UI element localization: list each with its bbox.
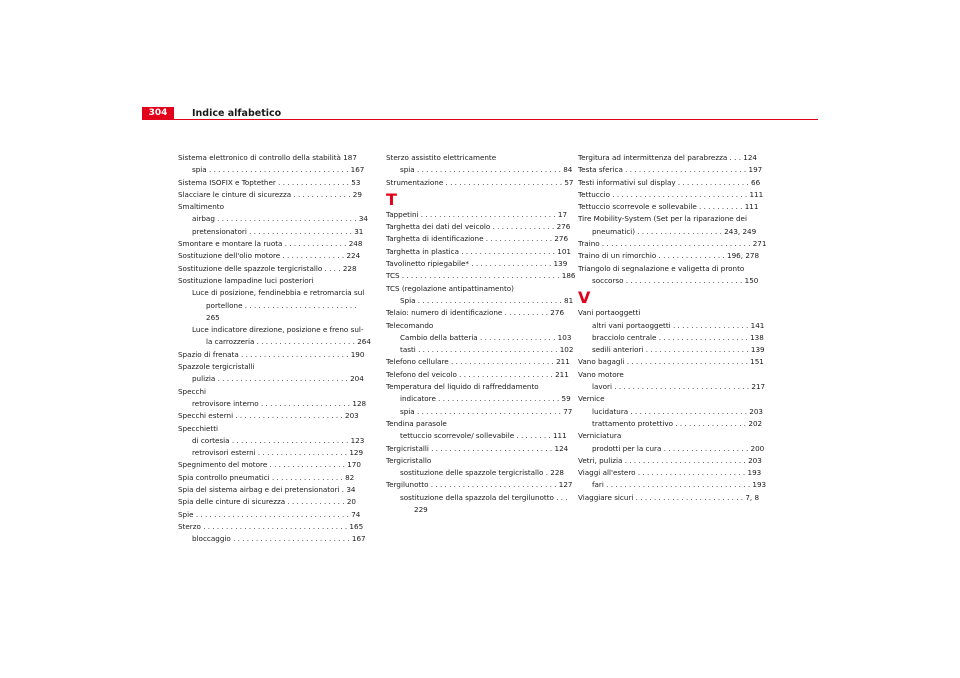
- index-entry: [178, 177, 372, 189]
- index-entry-line: Triangolo di segnalazione e valigetta di pronto: [578, 263, 745, 273]
- index-entry-line: Strumentazione . . . . . . . . . . . . . . . . . . . . . . . . . . 57: [386, 177, 574, 187]
- index-entry-line: tettuccio scorrevole/ sollevabile . . . . . . . . 111: [400, 431, 567, 441]
- index-entry: [578, 393, 772, 405]
- index-entry: [386, 455, 580, 467]
- index-entry-line: Viaggi all'estero . . . . . . . . . . . . . . . . . . . . . . . . 193: [578, 468, 762, 478]
- index-entry-line: Spazio di frenata . . . . . . . . . . . . . . . . . . . . . . . . 190: [178, 349, 365, 359]
- index-entry: [178, 250, 372, 262]
- index-entry-line: Slacciare le cinture di sicurezza . . . . . . . . . . . . . 29: [178, 189, 362, 199]
- index-entry-line: Smaltimento: [178, 202, 224, 212]
- index-entry-line: Sostituzione delle spazzole tergicristallo . . . . 228: [178, 263, 357, 273]
- index-entry: [178, 459, 372, 471]
- index-entry-line: Tergicristallo: [386, 455, 432, 465]
- index-entry-line: tasti . . . . . . . . . . . . . . . . . . . . . . . . . . . . . . . 102: [400, 345, 574, 355]
- index-entry-line: Viaggiare sicuri . . . . . . . . . . . . . . . . . . . . . . . . 7, 8: [578, 492, 760, 502]
- index-entry: [578, 164, 772, 176]
- index-entry: [386, 418, 580, 430]
- index-entry-line: Vani portaoggetti: [578, 308, 641, 318]
- index-entry-line: trattamento protettivo . . . . . . . . . . . . . . . . 202: [592, 418, 763, 428]
- index-entry-line: Tergicristalli . . . . . . . . . . . . . . . . . . . . . . . . . . . 124: [386, 443, 569, 453]
- index-entry-line: Vetri, pulizia . . . . . . . . . . . . . . . . . . . . . . . . . . . 203: [578, 455, 762, 465]
- index-entry: [578, 430, 772, 442]
- index-entry: [386, 307, 580, 319]
- index-column-2: [386, 152, 580, 516]
- index-section-letter: T: [386, 189, 397, 209]
- index-entry-line: pneumatici) . . . . . . . . . . . . . . . . . . . 243, 249: [592, 226, 757, 236]
- index-entry-line: Tappetini . . . . . . . . . . . . . . . . . . . . . . . . . . . . . . 17: [386, 209, 568, 219]
- index-entry: [178, 509, 372, 521]
- page-header: [142, 107, 818, 121]
- index-entry: [386, 246, 580, 258]
- index-entry-line: pretensionatori . . . . . . . . . . . . . . . . . . . . . . . 31: [192, 226, 364, 236]
- header-rule: [174, 119, 818, 120]
- index-entry-line: Tergitura ad intermittenza del parabrezza . . . 124: [578, 153, 757, 162]
- index-entry: [386, 320, 580, 332]
- index-subentry: [578, 344, 772, 356]
- index-entry: [386, 356, 580, 368]
- index-entry: [578, 369, 772, 381]
- index-entry: [386, 209, 580, 221]
- index-column-3: [578, 152, 772, 504]
- index-entry-line: spia . . . . . . . . . . . . . . . . . . . . . . . . . . . . . . . . 77: [400, 406, 573, 416]
- index-entry: [178, 152, 372, 164]
- index-entry: [578, 189, 772, 201]
- index-subentry: [578, 443, 772, 455]
- index-entry-line: Smontare e montare la ruota . . . . . . . . . . . . . . 248: [178, 239, 363, 249]
- index-subentry: [386, 332, 580, 344]
- index-entry-line: Telaio: numero di identificazione . . . . . . . . . . 276: [386, 308, 565, 318]
- index-subentry: [178, 398, 372, 410]
- index-entry-line: Tettuccio scorrevole e sollevabile . . . . . . . . . . 111: [578, 202, 759, 212]
- index-entry: [578, 152, 772, 164]
- index-entry-line: Specchi esterni . . . . . . . . . . . . . . . . . . . . . . . . 203: [178, 411, 359, 421]
- index-entry-line: indicatore . . . . . . . . . . . . . . . . . . . . . . . . . . . 59: [400, 394, 571, 404]
- index-subentry: [386, 467, 580, 479]
- index-entry-line: bracciolo centrale . . . . . . . . . . . . . . . . . . . . 138: [592, 332, 764, 342]
- index-entry-line: Vano bagagli . . . . . . . . . . . . . . . . . . . . . . . . . . . 151: [578, 357, 764, 367]
- index-entry-line: airbag . . . . . . . . . . . . . . . . . . . . . . . . . . . . . . . 34: [192, 214, 368, 224]
- index-subentry: [178, 164, 372, 176]
- index-subentry: [386, 295, 580, 307]
- index-subentry: [578, 381, 772, 393]
- index-subentry: [386, 393, 580, 405]
- index-entry: [386, 443, 580, 455]
- index-subentry: [178, 533, 372, 545]
- index-column-1: [178, 152, 372, 546]
- index-entry: [578, 356, 772, 368]
- index-entry-line: Spia del sistema airbag e dei pretensionatori . 34: [178, 485, 356, 495]
- index-entry: [178, 484, 372, 496]
- index-entry-line: Luce indicatore direzione, posizione e freno sul-: [192, 325, 364, 335]
- index-entry-line: Tendina parasole: [386, 418, 447, 428]
- index-entry: [578, 213, 772, 238]
- page-title: Indice alfabetico: [192, 108, 282, 119]
- index-entry: [578, 455, 772, 467]
- index-entry-line: Telefono del veicolo . . . . . . . . . . . . . . . . . . . . . 211: [386, 369, 569, 379]
- index-subentry: [578, 418, 772, 430]
- index-entry-line: Targhetta in plastica . . . . . . . . . . . . . . . . . . . . . 101: [386, 246, 571, 256]
- index-section-letter: V: [578, 288, 591, 308]
- index-entry-line: Spegnimento del motore . . . . . . . . . . . . . . . . . 170: [178, 460, 361, 470]
- index-entry-line: sostituzione delle spazzole tergicristallo . 228: [400, 468, 565, 478]
- index-entry-line: la carrozzeria . . . . . . . . . . . . . . . . . . . . . . 264: [206, 337, 371, 347]
- index-entry-line: Telefono cellulare . . . . . . . . . . . . . . . . . . . . . . . 211: [386, 357, 570, 367]
- index-subentry: [578, 406, 772, 418]
- index-entry-line: Tettuccio . . . . . . . . . . . . . . . . . . . . . . . . . . . . . . 111: [578, 189, 764, 199]
- index-entry: [178, 275, 372, 287]
- index-subentry: [386, 430, 580, 442]
- index-entry-line: Cambio della batteria . . . . . . . . . . . . . . . . . 103: [400, 332, 572, 342]
- index-entry-line: Targhetta dei dati del veicolo . . . . . . . . . . . . . . 276: [386, 222, 571, 232]
- index-entry: [178, 496, 372, 508]
- index-entry-line: Telecomando: [386, 320, 434, 330]
- index-entry: [178, 201, 372, 213]
- index-entry-line: Tire Mobility-System (Set per la riparazione dei: [578, 214, 747, 224]
- index-entry: [578, 201, 772, 213]
- index-entry: [178, 238, 372, 250]
- index-entry-line: Spia delle cinture di sicurezza . . . . . . . . . . . . . 20: [178, 497, 356, 507]
- index-entry-line: bloccaggio . . . . . . . . . . . . . . . . . . . . . . . . . . 167: [192, 534, 366, 544]
- index-subentry: [178, 324, 372, 349]
- index-entry-line: lucidatura . . . . . . . . . . . . . . . . . . . . . . . . . . 203: [592, 406, 764, 416]
- index-entry: [578, 238, 772, 250]
- index-entry-line: soccorso . . . . . . . . . . . . . . . . . . . . . . . . . . 150: [592, 275, 759, 285]
- index-entry: [578, 307, 772, 319]
- index-entry-line: spia . . . . . . . . . . . . . . . . . . . . . . . . . . . . . . . 167: [192, 165, 365, 175]
- index-entry-line: sedili anteriori . . . . . . . . . . . . . . . . . . . . . . . 139: [592, 345, 765, 355]
- index-entry: [386, 221, 580, 233]
- index-subentry: [178, 226, 372, 238]
- index-entry-line: spia . . . . . . . . . . . . . . . . . . . . . . . . . . . . . . . . 84: [400, 165, 573, 175]
- index-entry: [578, 250, 772, 262]
- index-entry-line: pulizia . . . . . . . . . . . . . . . . . . . . . . . . . . . . . 204: [192, 374, 364, 384]
- index-entry-line: Testi informativi sul display . . . . . . . . . . . . . . . . 66: [578, 177, 761, 187]
- index-subentry: [578, 332, 772, 344]
- index-entry-line: TCS . . . . . . . . . . . . . . . . . . . . . . . . . . . . . . . . . . . 186: [386, 271, 576, 281]
- index-subentry: [386, 492, 580, 517]
- index-entry: [386, 369, 580, 381]
- index-entry-line: Sistema elettronico di controllo della stabilità 187: [178, 153, 357, 162]
- index-entry: [578, 177, 772, 189]
- index-entry: [386, 283, 580, 295]
- index-entry: [578, 263, 772, 288]
- index-entry: [178, 263, 372, 275]
- index-entry-line: Luce di posizione, fendinebbia e retromarcia sul: [192, 288, 365, 298]
- index-entry: [386, 258, 580, 270]
- index-entry-line: Sterzo assistito elettricamente: [386, 153, 497, 162]
- index-entry-line: Sostituzione dell'olio motore . . . . . . . . . . . . . . 224: [178, 251, 361, 261]
- index-entry: [386, 177, 580, 189]
- index-entry-line: Verniciatura: [578, 431, 622, 441]
- index-subentry: [386, 344, 580, 356]
- index-entry-line: Vano motore: [578, 369, 624, 379]
- index-entry-line: Spie . . . . . . . . . . . . . . . . . . . . . . . . . . . . . . . . . . 74: [178, 509, 361, 519]
- index-entry-line: TCS (regolazione antipattinamento): [386, 283, 514, 293]
- index-entry-line: Spazzole tergicristalli: [178, 362, 255, 372]
- index-entry-line: Tergilunotto . . . . . . . . . . . . . . . . . . . . . . . . . . . . 127: [386, 480, 573, 490]
- index-entry-line: lavori . . . . . . . . . . . . . . . . . . . . . . . . . . . . . . 217: [592, 382, 766, 392]
- index-entry: [178, 386, 372, 398]
- index-subentry: [178, 287, 372, 324]
- index-entry: [178, 410, 372, 422]
- index-entry-line: 229: [414, 505, 428, 515]
- index-entry: [178, 423, 372, 435]
- index-entry-line: Traino di un rimorchio . . . . . . . . . . . . . . . 196, 278: [578, 251, 760, 261]
- index-entry: [386, 270, 580, 282]
- index-subentry: [178, 213, 372, 225]
- index-subentry: [386, 164, 580, 176]
- index-entry: [386, 152, 580, 164]
- index-entry-line: altri vani portaoggetti . . . . . . . . . . . . . . . . . 141: [592, 320, 765, 330]
- index-entry-line: Tavolinetto ripiegabile* . . . . . . . . . . . . . . . . . . 139: [386, 259, 568, 269]
- index-entry-line: Sterzo . . . . . . . . . . . . . . . . . . . . . . . . . . . . . . . . 165: [178, 521, 364, 531]
- index-subentry: [178, 447, 372, 459]
- index-entry: [386, 233, 580, 245]
- index-entry-line: Specchietti: [178, 423, 219, 433]
- index-subentry: [578, 320, 772, 332]
- index-entry: [178, 189, 372, 201]
- index-entry-line: Targhetta di identificazione . . . . . . . . . . . . . . . 276: [386, 234, 569, 244]
- index-entry: [386, 479, 580, 491]
- index-entry-line: sostituzione della spazzola del tergilunotto . . .: [400, 492, 568, 502]
- index-entry-line: retrovisore interno . . . . . . . . . . . . . . . . . . . . 128: [192, 398, 367, 408]
- index-subentry: [386, 406, 580, 418]
- index-entry: [178, 472, 372, 484]
- index-entry: [178, 521, 372, 533]
- index-entry-line: prodotti per la cura . . . . . . . . . . . . . . . . . . . 200: [592, 443, 765, 453]
- index-entry-line: Sistema ISOFIX e Toptether . . . . . . . . . . . . . . . . 53: [178, 177, 361, 187]
- index-entry-line: Spia controllo pneumatici . . . . . . . . . . . . . . . . 82: [178, 472, 355, 482]
- index-subentry: [178, 435, 372, 447]
- index-entry-line: di cortesia . . . . . . . . . . . . . . . . . . . . . . . . . . 123: [192, 435, 365, 445]
- index-entry: [386, 381, 580, 393]
- index-entry: [578, 492, 772, 504]
- index-entry-line: Sostituzione lampadine luci posteriori: [178, 275, 314, 285]
- index-entry-line: Vernice: [578, 394, 605, 404]
- index-entry-line: Specchi: [178, 386, 207, 396]
- index-subentry: [578, 479, 772, 491]
- index-entry: [178, 361, 372, 373]
- index-subentry: [178, 373, 372, 385]
- index-entry: [178, 349, 372, 361]
- index-entry: [578, 467, 772, 479]
- index-entry-line: fari . . . . . . . . . . . . . . . . . . . . . . . . . . . . . . . . 193: [592, 480, 767, 490]
- index-entry-line: retrovisori esterni . . . . . . . . . . . . . . . . . . . . 129: [192, 448, 364, 458]
- page-number: 304: [142, 107, 174, 120]
- index-entry-line: Traino . . . . . . . . . . . . . . . . . . . . . . . . . . . . . . . . . 271: [578, 239, 767, 249]
- index-entry-line: Testa sferica . . . . . . . . . . . . . . . . . . . . . . . . . . . 197: [578, 165, 763, 175]
- index-entry-line: Temperatura del liquido di raffreddamento: [386, 382, 539, 392]
- index-entry-line: portellone . . . . . . . . . . . . . . . . . . . . . . . . . 265: [206, 300, 357, 322]
- index-entry-line: Spia . . . . . . . . . . . . . . . . . . . . . . . . . . . . . . . . 81: [400, 295, 574, 305]
